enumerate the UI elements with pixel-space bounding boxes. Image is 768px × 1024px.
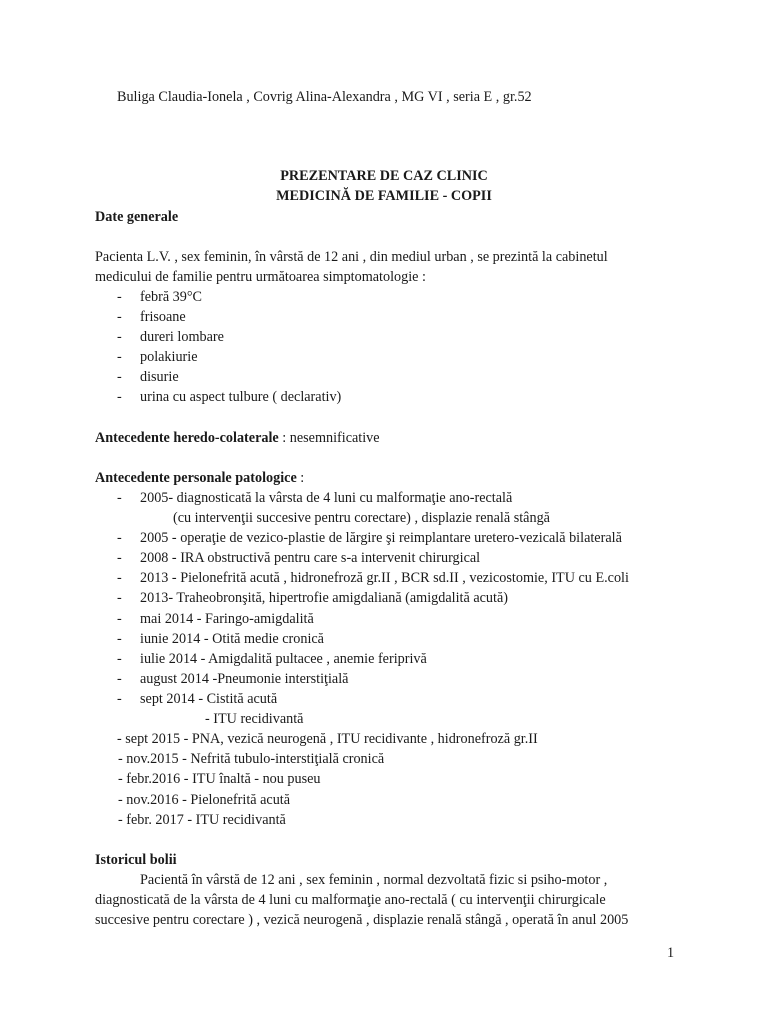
list-item: 2008 - IRA obstructivă pentru care s-a intervenit chirurgical — [140, 550, 481, 566]
list-item: - nov.2015 - Nefrită tubulo-interstiţială cronică — [118, 751, 385, 767]
list-item-continuation: (cu intervenţii succesive pentru corectare) , displazie renală stângă — [173, 510, 550, 526]
list-item: - nov.2016 - Pielonefrită acută — [118, 792, 291, 808]
section-heading-istoric: Istoricul bolii — [95, 852, 177, 868]
section-heading-personale: Antecedente personale patologice — [95, 470, 297, 486]
list-item: polakiurie — [140, 349, 198, 365]
personale-suffix: : — [296, 470, 305, 486]
list-item: sept 2014 - Cistită acută — [140, 691, 278, 707]
list-item: - sept 2015 - PNA, vezică neurogenă , ITU recidivante , hidronefroză gr.II — [117, 731, 538, 747]
list-bullet: - — [117, 671, 122, 687]
document-title: PREZENTARE DE CAZ CLINIC — [280, 168, 488, 184]
list-bullet: - — [117, 369, 122, 385]
istoric-line-2: diagnosticată de la vârsta de 4 luni cu malformaţie ano-rectală ( cu intervenţii chirurgicale — [95, 892, 606, 908]
personale-heading-line — [95, 468, 304, 488]
list-item: - febr. 2017 - ITU recidivantă — [118, 812, 286, 828]
list-item: 2013- Traheobronşită, hipertrofie amigdaliană (amigdalită acută) — [140, 590, 508, 606]
intro-line-2: medicului de familie pentru următoarea simptomatologie : — [95, 269, 426, 285]
list-item: 2005 - operaţie de vezico-plastie de lărgire şi reimplantare uretero-vezicală bilaterală — [140, 530, 622, 546]
section-heading-heredo: Antecedente heredo-colaterale — [95, 430, 279, 446]
list-bullet: - — [117, 349, 122, 365]
list-item: august 2014 -Pneumonie interstiţială — [140, 671, 349, 687]
list-bullet: - — [117, 329, 122, 345]
istoric-line-3: succesive pentru corectare ) , vezică neurogenă , displazie renală stângă , operată în anul 2005 — [95, 912, 629, 928]
list-bullet: - — [117, 691, 122, 707]
list-item: disurie — [140, 369, 179, 385]
list-bullet: - — [117, 631, 122, 647]
document-subtitle: MEDICINĂ DE FAMILIE - COPII — [276, 188, 492, 204]
list-bullet: - — [117, 570, 122, 586]
page-number: 1 — [667, 945, 675, 961]
list-bullet: - — [117, 611, 122, 627]
list-bullet: - — [117, 590, 122, 606]
heredo-value: : nesemnificative — [278, 430, 380, 446]
list-item-nested: - ITU recidivantă — [205, 711, 304, 727]
list-bullet: - — [117, 289, 122, 305]
list-item: iulie 2014 - Amigdalită pultacee , anemie feriprivă — [140, 651, 427, 667]
list-bullet: - — [117, 490, 122, 506]
list-item: 2005- diagnosticată la vârsta de 4 luni cu malformaţie ano-rectală — [140, 490, 513, 506]
list-item: mai 2014 - Faringo-amigdalită — [140, 611, 314, 627]
list-bullet: - — [117, 530, 122, 546]
heredo-line — [95, 428, 380, 448]
list-bullet: - — [117, 389, 122, 405]
list-item: febră 39°C — [140, 289, 203, 305]
section-heading-date-generale: Date generale — [95, 209, 179, 225]
list-bullet: - — [117, 550, 122, 566]
list-item: frisoane — [140, 309, 186, 325]
list-item: 2013 - Pielonefrită acută , hidronefroză gr.II , BCR sd.II , vezicostomie, ITU cu E.coli — [140, 570, 629, 586]
intro-line-1: Pacienta L.V. , sex feminin, în vârstă de 12 ani , din mediul urban , se prezintă la cabinetul — [95, 249, 608, 265]
list-bullet: - — [117, 309, 122, 325]
list-item: - febr.2016 - ITU înaltă - nou puseu — [118, 771, 321, 787]
list-item: dureri lombare — [140, 329, 224, 345]
istoric-line-1: Pacientă în vârstă de 12 ani , sex feminin , normal dezvoltată fizic si psiho-motor , — [140, 872, 608, 888]
list-item: iunie 2014 - Otită medie cronică — [140, 631, 324, 647]
list-bullet: - — [117, 651, 122, 667]
authors-line: Buliga Claudia-Ionela , Covrig Alina-Alexandra , MG VI , seria E , gr.52 — [117, 89, 532, 105]
list-item: urina cu aspect tulbure ( declarativ) — [140, 389, 342, 405]
